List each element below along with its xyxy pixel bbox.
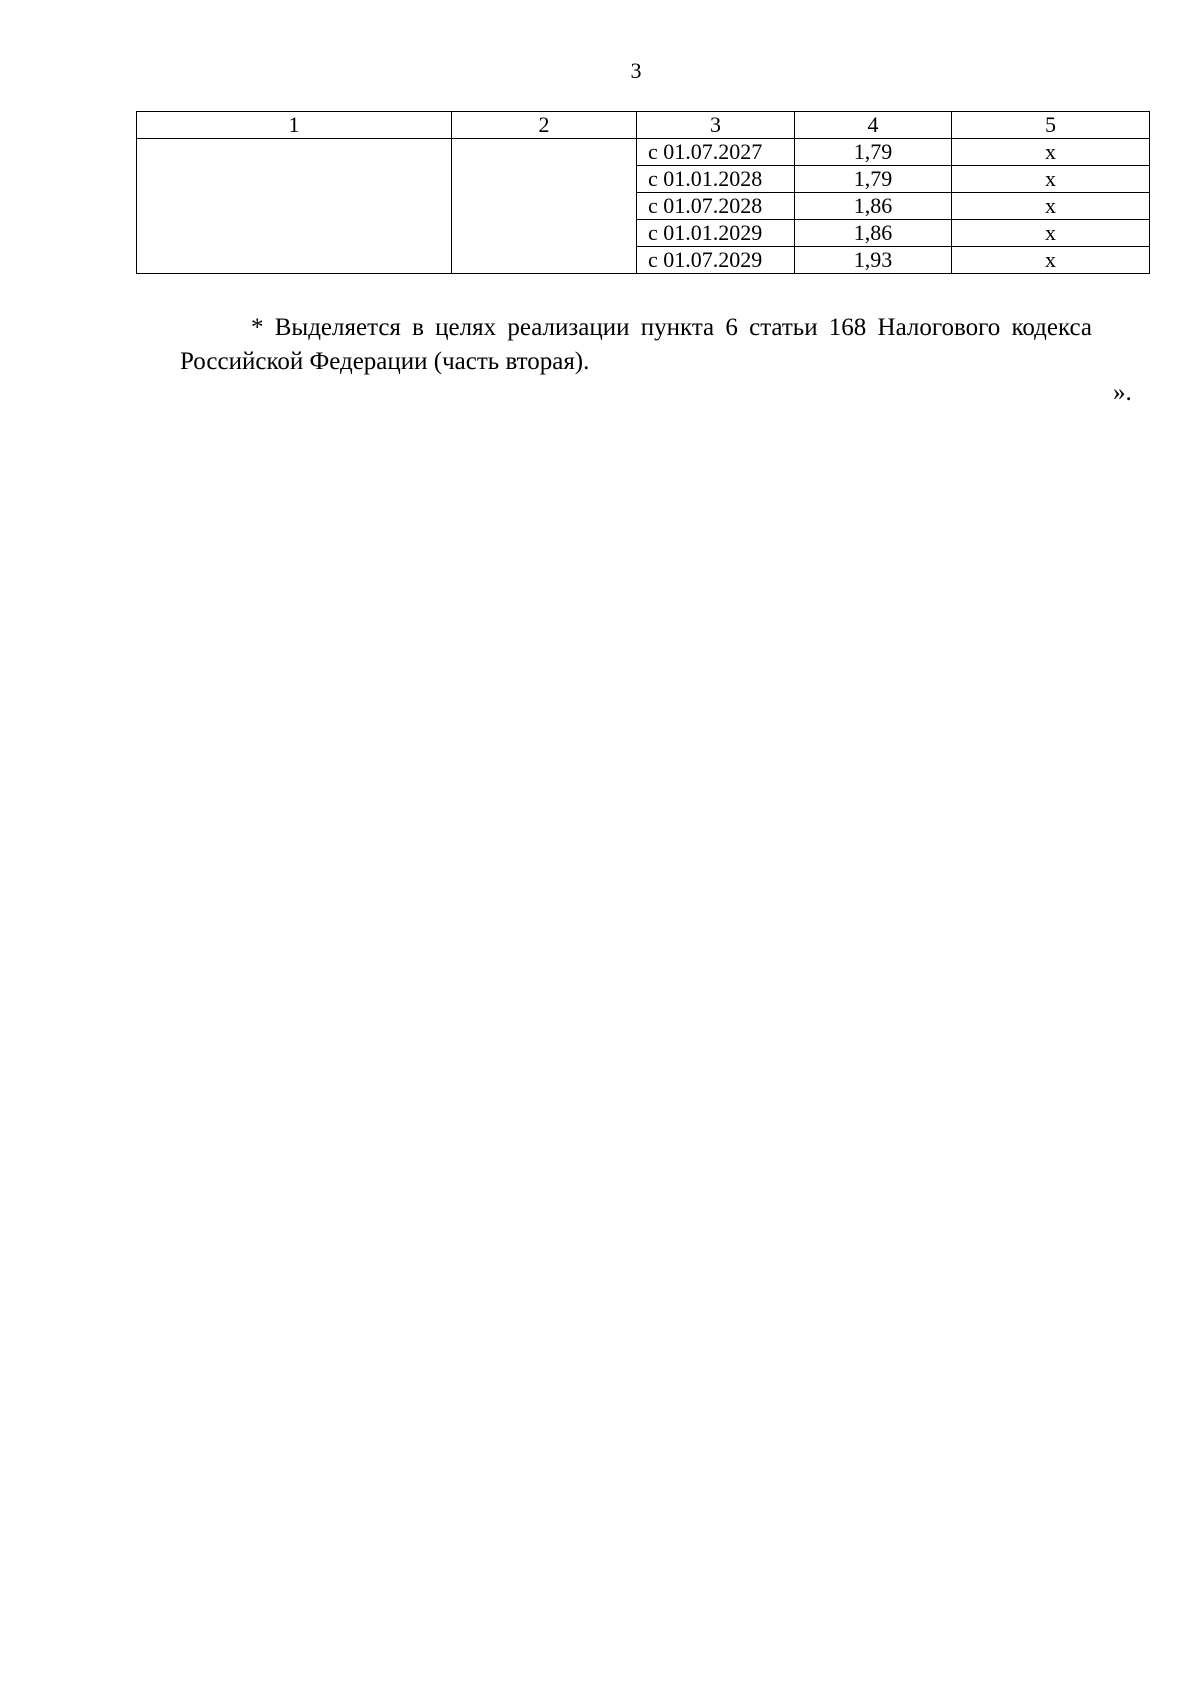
table-row <box>137 139 1150 166</box>
row-value: 1,86 <box>795 220 952 247</box>
table-header-row <box>137 112 1150 139</box>
rates-table <box>136 111 1150 274</box>
row-date: с 01.07.2029 <box>637 247 795 274</box>
row-value: 1,86 <box>795 193 952 220</box>
row-value: 1,79 <box>795 139 952 166</box>
row-mark: x <box>952 166 1150 193</box>
merged-cell-col-1 <box>137 139 452 274</box>
row-value: 1,93 <box>795 247 952 274</box>
column-number-5: 5 <box>952 112 1150 139</box>
row-mark: x <box>952 139 1150 166</box>
row-date: с 01.07.2027 <box>637 139 795 166</box>
column-number-1: 1 <box>137 112 452 139</box>
merged-cell-col-2 <box>452 139 637 274</box>
row-value: 1,79 <box>795 166 952 193</box>
row-mark: x <box>952 220 1150 247</box>
footnote: * Выделяется в целях реализации пункта 6 статьи 168 Налогового кодекса Российской Федерации (часть вторая). <box>180 314 1092 375</box>
row-mark: x <box>952 247 1150 274</box>
row-date: с 01.01.2028 <box>637 166 795 193</box>
row-mark: x <box>952 193 1150 220</box>
row-date: с 01.01.2029 <box>637 220 795 247</box>
row-date: с 01.07.2028 <box>637 193 795 220</box>
column-number-2: 2 <box>452 112 637 139</box>
page-number: 3 <box>630 58 642 83</box>
column-number-4: 4 <box>795 112 952 139</box>
column-number-3: 3 <box>637 112 795 139</box>
closing-quote: ». <box>1113 379 1132 406</box>
